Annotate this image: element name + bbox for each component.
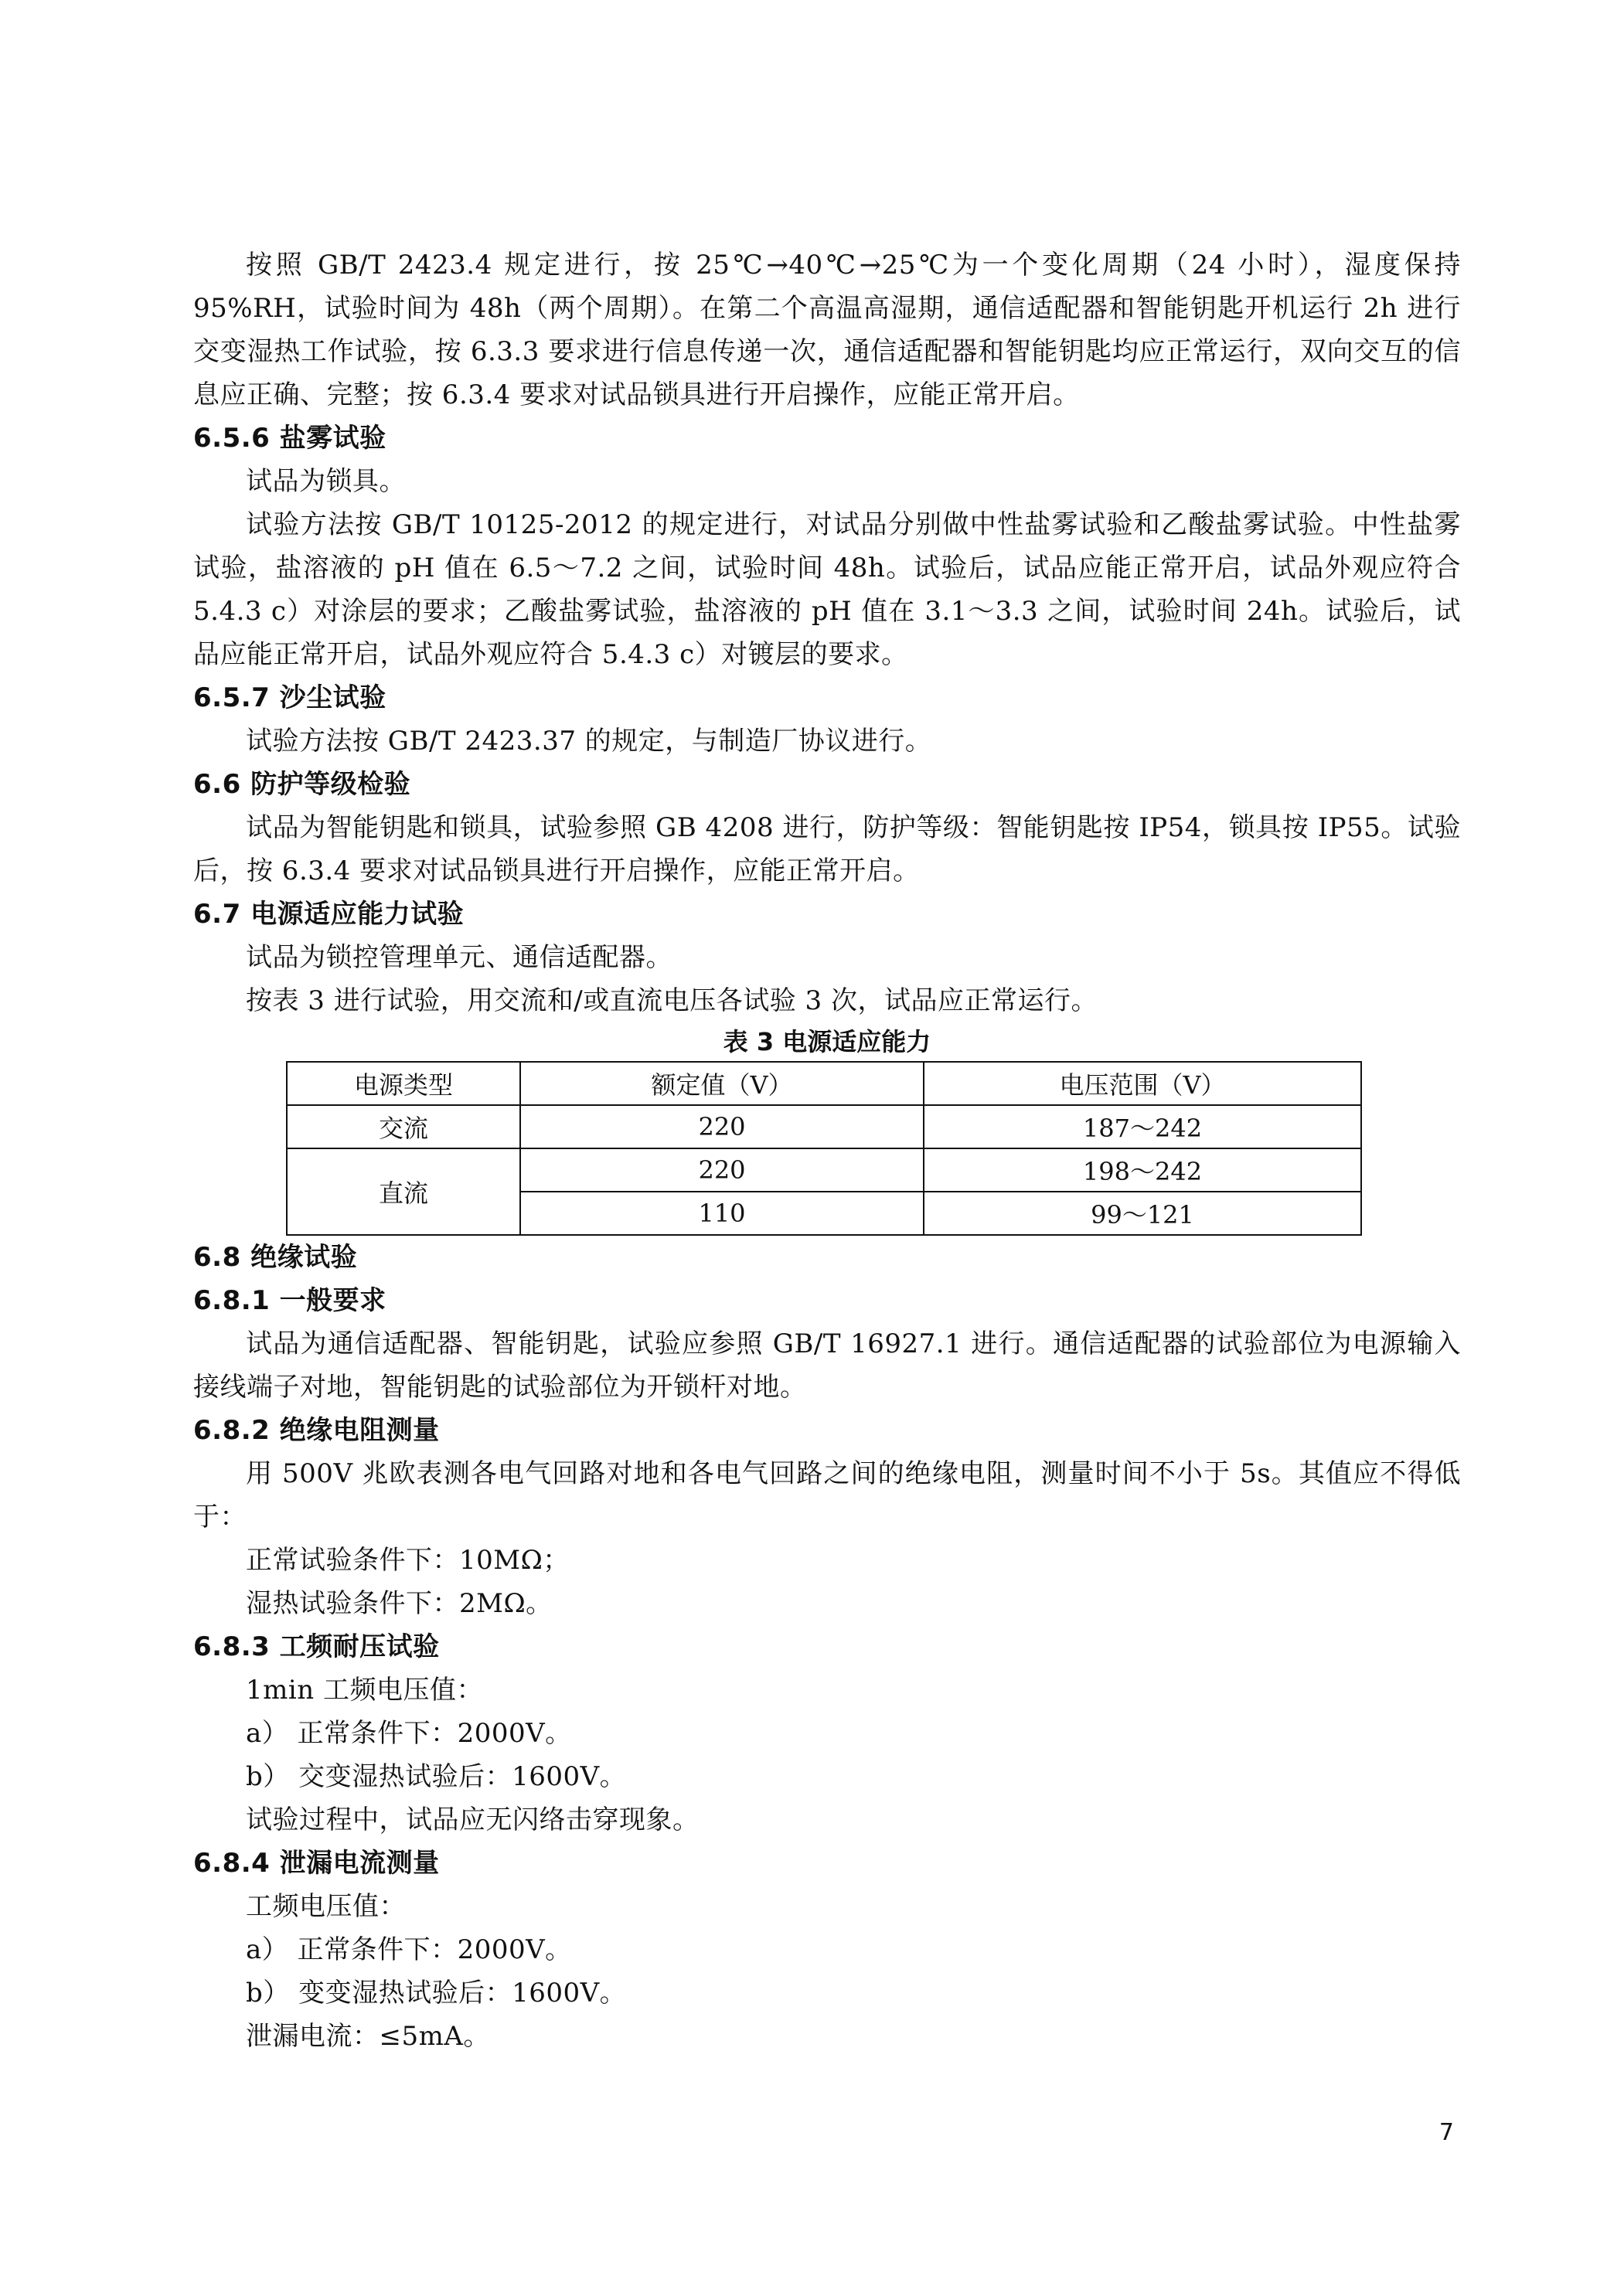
leakage-intro: 工频电压值： [246,1891,406,1922]
withstand-result: 试验过程中，试品应无闪络击穿现象。 [246,1804,700,1835]
leakage-item-b: b） 变变湿热试验后：1600V。 [246,1978,627,2009]
protection-paragraph: 试品为智能钥匙和锁具，试验参照 GB 4208 进行，防护等级：智能钥匙按 IP54，锁具按 IP55。试验后，按 6.3.4 要求对试品锁具进行开启操作，应能正常开启。 [193,812,1461,886]
resistance-normal: 正常试验条件下：10MΩ； [246,1545,570,1576]
cell-dc-rated-1: 220 [520,1148,924,1192]
heading-6-8-1: 6.8.1 一般要求 [193,1285,386,1316]
cell-ac-rated: 220 [520,1105,924,1148]
insulation-general: 试品为通信适配器、智能钥匙，试验应参照 GB/T 16927.1 进行。通信适配器的试验部位为电源输入接线端子对地，智能钥匙的试验部位为开锁杆对地。 [193,1328,1461,1403]
salt-spray-method: 试验方法按 GB/T 10125-2012 的规定进行，对试品分别做中性盐雾试验和乙酸盐雾试验。中性盐雾试验，盐溶液的 pH 值在 6.5～7.2 之间，试验时间 48h。试验后，试品应能正常开启，试品外观应符合 5.4.3 c）对涂层的要求；乙酸盐雾试验，盐溶液的 pH 值在 3.1～3.3 之间，试验时间 24h。试验后，试品应能正常开启，试品外观应符合 5.4.3 c）对镀层的要求。 [193,509,1461,670]
heading-6-8-3: 6.8.3 工频耐压试验 [193,1631,440,1662]
cell-dc-range-2: 99～121 [924,1192,1361,1235]
table-header-row [287,1062,1361,1105]
withstand-intro: 1min 工频电压值： [246,1675,483,1706]
resistance-method: 用 500V 兆欧表测各电气回路对地和各电气回路之间的绝缘电阻，测量时间不小于 5s。其值应不得低于： [193,1458,1461,1532]
heading-6-5-6: 6.5.6 盐雾试验 [193,423,386,454]
leakage-item-a: a） 正常条件下：2000V。 [246,1934,572,1965]
heading-6-8-4: 6.8.4 泄漏电流测量 [193,1848,440,1879]
leakage-limit: 泄漏电流：≤5mA。 [246,2021,490,2052]
table-3-caption: 表 3 电源适应能力 [723,1027,931,1056]
withstand-item-b: b） 交变湿热试验后：1600V。 [246,1761,627,1792]
humid-heat-paragraph: 按照 GB/T 2423.4 规定进行，按 25℃→40℃→25℃为一个变化周期（24 小时），湿度保持 95%RH，试验时间为 48h（两个周期）。在第二个高温高湿期，通信适配器和智能钥匙开机运行 2h 进行交变湿热工作试验，按 6.3.3 要求进行信息传递一次，通信适配器和智能钥匙均应正常运行，双向交互的信息应正确、完整；按 6.3.4 要求对试品锁具进行开启操作，应能正常开启。 [193,250,1461,410]
cell-dc-label: 直流 [287,1148,520,1235]
withstand-item-a: a） 正常条件下：2000V。 [246,1718,572,1749]
cell-ac-range: 187～242 [924,1105,1361,1148]
table-row [287,1105,1361,1148]
power-method: 按表 3 进行试验，用交流和/或直流电压各试验 3 次，试品应正常运行。 [246,985,1098,1016]
table-row [287,1148,1361,1192]
heading-6-8-2: 6.8.2 绝缘电阻测量 [193,1415,440,1446]
col-header-rated: 额定值（V） [520,1062,924,1105]
document-body [193,243,1461,2058]
power-adaptability-table [286,1061,1362,1236]
page-number: 7 [1438,2119,1454,2146]
cell-ac-label: 交流 [287,1105,520,1148]
heading-6-5-7: 6.5.7 沙尘试验 [193,682,386,713]
power-specimen: 试品为锁控管理单元、通信适配器。 [246,942,672,973]
heading-6-6: 6.6 防护等级检验 [193,769,411,800]
resistance-humid: 湿热试验条件下：2MΩ。 [246,1588,553,1619]
dust-method: 试验方法按 GB/T 2423.37 的规定，与制造厂协议进行。 [246,726,932,757]
col-header-type: 电源类型 [287,1062,520,1105]
cell-dc-rated-2: 110 [520,1192,924,1235]
col-header-range: 电压范围（V） [924,1062,1361,1105]
salt-spray-specimen: 试品为锁具。 [246,466,406,497]
cell-dc-range-1: 198～242 [924,1148,1361,1192]
heading-6-8: 6.8 绝缘试验 [193,1242,358,1273]
heading-6-7: 6.7 电源适应能力试验 [193,899,465,930]
